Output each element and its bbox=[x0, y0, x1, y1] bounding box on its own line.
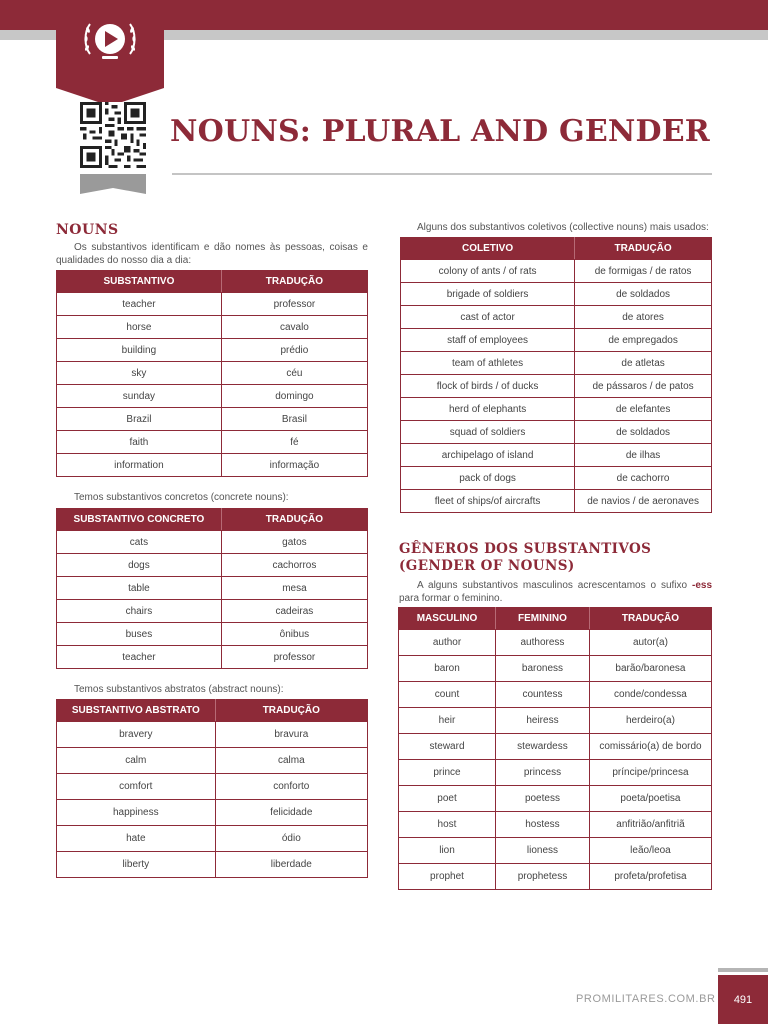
table-cell: sky bbox=[57, 362, 222, 385]
table-cell: building bbox=[57, 339, 222, 362]
table-cell: faith bbox=[57, 431, 222, 454]
table-row bbox=[401, 490, 712, 513]
concrete-intro: Temos substantivos concretos (concrete nouns): bbox=[74, 492, 289, 503]
table-cell: buses bbox=[57, 623, 222, 646]
footer-site: PROMILITARES.COM.BR bbox=[576, 993, 716, 1005]
table-cell: leão/leoa bbox=[589, 838, 711, 864]
table-cell: horse bbox=[57, 316, 222, 339]
table-cell: de soldados bbox=[575, 283, 712, 306]
play-icon bbox=[78, 8, 142, 72]
table-row bbox=[57, 531, 368, 554]
column-header: TRADUÇÃO bbox=[215, 700, 367, 722]
table-cell: cats bbox=[57, 531, 222, 554]
table-cell: author bbox=[399, 630, 496, 656]
table-cell: princess bbox=[496, 760, 590, 786]
gender-intro-text: A alguns substantivos masculinos acrescentamos o sufixo bbox=[417, 580, 692, 591]
title-divider bbox=[172, 173, 712, 175]
table-cell: de formigas / de ratos bbox=[575, 260, 712, 283]
table-cell: dogs bbox=[57, 554, 222, 577]
table-cell: herd of elephants bbox=[401, 398, 575, 421]
table-row bbox=[401, 444, 712, 467]
table-cell: prince bbox=[399, 760, 496, 786]
table-cell: countess bbox=[496, 682, 590, 708]
table-header-row bbox=[57, 700, 368, 722]
table-cell: fé bbox=[221, 431, 367, 454]
table-row bbox=[57, 293, 368, 316]
nouns-intro: Os substantivos identificam e dão nomes às pessoas, coisas e qualidades do nosso dia a dia: bbox=[56, 242, 368, 266]
table-cell: profeta/profetisa bbox=[589, 864, 711, 890]
table-row bbox=[399, 734, 712, 760]
page-number: 491 bbox=[733, 993, 753, 1006]
table-cell: poetess bbox=[496, 786, 590, 812]
table-cell: céu bbox=[221, 362, 367, 385]
table-cell: sunday bbox=[57, 385, 222, 408]
table-cell: calma bbox=[215, 748, 367, 774]
table-row bbox=[399, 812, 712, 838]
table-cell: prédio bbox=[221, 339, 367, 362]
table-cell: de soldados bbox=[575, 421, 712, 444]
table-cell: herdeiro(a) bbox=[589, 708, 711, 734]
table-cell: authoress bbox=[496, 630, 590, 656]
gender-heading bbox=[399, 541, 651, 575]
abstract-nouns-table bbox=[56, 699, 368, 878]
table-cell: calm bbox=[57, 748, 216, 774]
gender-suffix: -ess bbox=[691, 580, 712, 591]
table-cell: liberty bbox=[57, 852, 216, 878]
table-cell: mesa bbox=[221, 577, 367, 600]
table-cell: ódio bbox=[215, 826, 367, 852]
gender-heading-line2: (GENDER OF NOUNS) bbox=[399, 558, 575, 574]
table-cell: colony of ants / of rats bbox=[401, 260, 575, 283]
table-cell: domingo bbox=[221, 385, 367, 408]
table-cell: prophetess bbox=[496, 864, 590, 890]
page-title: NOUNS: PLURAL AND GENDER bbox=[170, 114, 710, 149]
table-cell: Brazil bbox=[57, 408, 222, 431]
table-row bbox=[57, 316, 368, 339]
table-cell: bravery bbox=[57, 722, 216, 748]
footer-divider bbox=[718, 968, 768, 972]
column-header: MASCULINO bbox=[399, 608, 496, 630]
table-row bbox=[57, 800, 368, 826]
column-header: FEMININO bbox=[496, 608, 590, 630]
table-cell: de navios / de aeronaves bbox=[575, 490, 712, 513]
table-row bbox=[401, 421, 712, 444]
column-header: TRADUÇÃO bbox=[589, 608, 711, 630]
table-cell: poeta/poetisa bbox=[589, 786, 711, 812]
table-row bbox=[57, 339, 368, 362]
table-cell: cadeiras bbox=[221, 600, 367, 623]
table-row bbox=[57, 600, 368, 623]
table-cell: cast of actor bbox=[401, 306, 575, 329]
table-cell: hostess bbox=[496, 812, 590, 838]
table-row bbox=[399, 864, 712, 890]
table-cell: prophet bbox=[399, 864, 496, 890]
table-cell: host bbox=[399, 812, 496, 838]
column-header: SUBSTANTIVO CONCRETO bbox=[57, 509, 222, 531]
table-cell: steward bbox=[399, 734, 496, 760]
table-row bbox=[57, 774, 368, 800]
table-header-row bbox=[57, 271, 368, 293]
table-cell: brigade of soldiers bbox=[401, 283, 575, 306]
table-row bbox=[57, 362, 368, 385]
table-cell: professor bbox=[221, 293, 367, 316]
table-row bbox=[57, 577, 368, 600]
gender-intro-text-end: para formar o feminino. bbox=[399, 592, 503, 604]
table-row bbox=[57, 826, 368, 852]
collective-intro: Alguns dos substantivos coletivos (collective nouns) mais usados: bbox=[417, 222, 709, 233]
table-row bbox=[401, 467, 712, 490]
table-cell: teacher bbox=[57, 293, 222, 316]
column-header: TRADUÇÃO bbox=[221, 271, 367, 293]
table-cell: poet bbox=[399, 786, 496, 812]
table-row bbox=[399, 786, 712, 812]
table-cell: liberdade bbox=[215, 852, 367, 878]
table-row bbox=[401, 375, 712, 398]
table-row bbox=[401, 283, 712, 306]
table-cell: comfort bbox=[57, 774, 216, 800]
table-row bbox=[57, 852, 368, 878]
table-cell: stewardess bbox=[496, 734, 590, 760]
table-cell: felicidade bbox=[215, 800, 367, 826]
column-header: SUBSTANTIVO bbox=[57, 271, 222, 293]
table-cell: archipelago of island bbox=[401, 444, 575, 467]
table-cell: count bbox=[399, 682, 496, 708]
table-row bbox=[399, 682, 712, 708]
table-cell: lioness bbox=[496, 838, 590, 864]
table-cell: chairs bbox=[57, 600, 222, 623]
table-cell: lion bbox=[399, 838, 496, 864]
gender-intro bbox=[399, 580, 712, 605]
table-cell: flock of birds / of ducks bbox=[401, 375, 575, 398]
collective-nouns-table bbox=[400, 237, 712, 513]
table-cell: cavalo bbox=[221, 316, 367, 339]
table-cell: bravura bbox=[215, 722, 367, 748]
table-row bbox=[57, 454, 368, 477]
table-header-row bbox=[401, 238, 712, 260]
table-cell: baron bbox=[399, 656, 496, 682]
table-cell: teacher bbox=[57, 646, 222, 669]
table-cell: information bbox=[57, 454, 222, 477]
table-cell: fleet of ships/of aircrafts bbox=[401, 490, 575, 513]
table-row bbox=[57, 431, 368, 454]
table-row bbox=[57, 748, 368, 774]
column-header: TRADUÇÃO bbox=[575, 238, 712, 260]
table-cell: de cachorro bbox=[575, 467, 712, 490]
table-cell: staff of employees bbox=[401, 329, 575, 352]
table-cell: heiress bbox=[496, 708, 590, 734]
table-cell: team of athletes bbox=[401, 352, 575, 375]
table-row bbox=[57, 623, 368, 646]
table-cell: professor bbox=[221, 646, 367, 669]
concrete-nouns-table bbox=[56, 508, 368, 669]
table-cell: príncipe/princesa bbox=[589, 760, 711, 786]
table-cell: happiness bbox=[57, 800, 216, 826]
table-cell: conforto bbox=[215, 774, 367, 800]
table-row bbox=[401, 329, 712, 352]
table-row bbox=[57, 385, 368, 408]
table-row bbox=[57, 408, 368, 431]
gender-heading-line1: GÊNEROS DOS SUBSTANTIVOS bbox=[399, 541, 652, 557]
table-cell: de elefantes bbox=[575, 398, 712, 421]
table-cell: hate bbox=[57, 826, 216, 852]
table-row bbox=[399, 656, 712, 682]
table-cell: de pássaros / de patos bbox=[575, 375, 712, 398]
table-cell: de atletas bbox=[575, 352, 712, 375]
table-cell: barão/baronesa bbox=[589, 656, 711, 682]
table-cell: cachorros bbox=[221, 554, 367, 577]
table-cell: heir bbox=[399, 708, 496, 734]
table-cell: autor(a) bbox=[589, 630, 711, 656]
table-header-row bbox=[399, 608, 712, 630]
table-cell: de ilhas bbox=[575, 444, 712, 467]
table-row bbox=[399, 838, 712, 864]
table-cell: gatos bbox=[221, 531, 367, 554]
table-cell: informação bbox=[221, 454, 367, 477]
table-row bbox=[57, 554, 368, 577]
table-cell: baroness bbox=[496, 656, 590, 682]
nouns-table bbox=[56, 270, 368, 477]
column-header: SUBSTANTIVO ABSTRATO bbox=[57, 700, 216, 722]
page-number-box bbox=[718, 975, 768, 1024]
table-cell: table bbox=[57, 577, 222, 600]
table-cell: squad of soldiers bbox=[401, 421, 575, 444]
table-cell: pack of dogs bbox=[401, 467, 575, 490]
qr-tab bbox=[80, 174, 146, 194]
table-row bbox=[399, 708, 712, 734]
table-row bbox=[401, 352, 712, 375]
column-header: COLETIVO bbox=[401, 238, 575, 260]
table-row bbox=[399, 630, 712, 656]
table-row bbox=[401, 306, 712, 329]
qr-code-icon bbox=[80, 102, 146, 168]
table-row bbox=[401, 398, 712, 421]
nouns-heading: NOUNS bbox=[56, 222, 119, 238]
table-row bbox=[57, 646, 368, 669]
table-header-row bbox=[57, 509, 368, 531]
table-cell: ônibus bbox=[221, 623, 367, 646]
table-cell: conde/condessa bbox=[589, 682, 711, 708]
table-cell: Brasil bbox=[221, 408, 367, 431]
table-row bbox=[57, 722, 368, 748]
table-row bbox=[399, 760, 712, 786]
table-cell: anfitrião/anfitriã bbox=[589, 812, 711, 838]
table-cell: de atores bbox=[575, 306, 712, 329]
table-cell: comissário(a) de bordo bbox=[589, 734, 711, 760]
abstract-intro: Temos substantivos abstratos (abstract nouns): bbox=[74, 684, 284, 695]
column-header: TRADUÇÃO bbox=[221, 509, 367, 531]
table-row bbox=[401, 260, 712, 283]
gender-table bbox=[398, 607, 712, 890]
table-cell: de empregados bbox=[575, 329, 712, 352]
